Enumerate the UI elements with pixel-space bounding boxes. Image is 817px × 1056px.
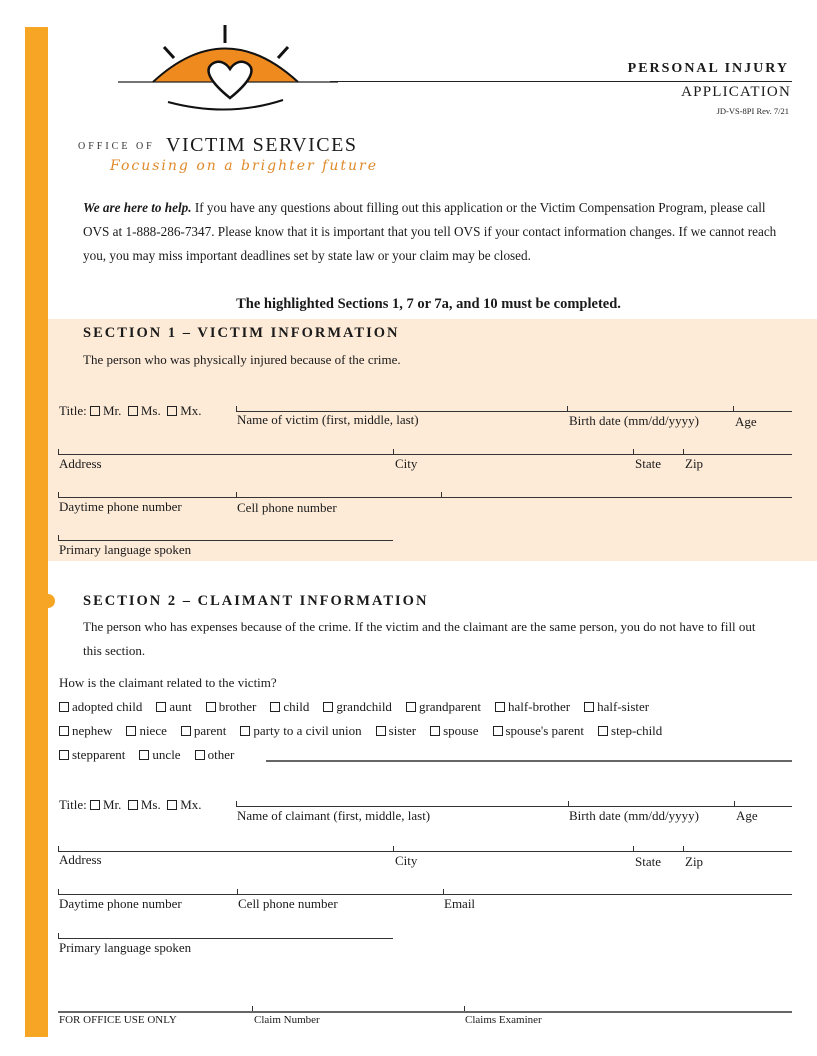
- claim-number-label: Claim Number: [254, 1014, 320, 1026]
- relation-label: child: [283, 699, 310, 714]
- s2-title-group: [59, 797, 202, 813]
- relation-option[interactable]: [195, 747, 235, 763]
- relation-option[interactable]: [430, 723, 478, 739]
- relation-checkbox[interactable]: [495, 702, 505, 712]
- field-tick: [443, 889, 444, 894]
- sunrise-heart-logo-icon: [118, 20, 338, 120]
- relation-checkbox[interactable]: [598, 726, 608, 736]
- relation-label: step-child: [611, 723, 663, 738]
- office-use-label: FOR OFFICE USE ONLY: [59, 1014, 177, 1026]
- section2-heading: SECTION 2 – CLAIMANT INFORMATION: [83, 593, 429, 609]
- s1-age-label: Age: [735, 414, 757, 429]
- s1-language-line[interactable]: [58, 540, 393, 541]
- relation-label: grandchild: [336, 699, 392, 714]
- org-name: VICTIM SERVICES: [166, 134, 358, 156]
- relation-label: half-brother: [508, 699, 571, 714]
- s2-birthdate-label: Birth date (mm/dd/yyyy): [569, 808, 699, 823]
- claims-examiner-label: Claims Examiner: [465, 1014, 542, 1026]
- relation-checkbox[interactable]: [376, 726, 386, 736]
- s1-title-mr-label: Mr.: [102, 403, 122, 418]
- s2-age-label: Age: [736, 808, 758, 823]
- relation-label: parent: [193, 723, 227, 738]
- section1-heading: SECTION 1 – VICTIM INFORMATION: [83, 325, 400, 341]
- section2-description: The person who has expenses because of the crime. If the victim and the claimant are the same person, you do not have to fill out this section.: [83, 619, 756, 658]
- field-tick: [633, 846, 634, 851]
- s1-name-label: Name of victim (first, middle, last): [237, 412, 419, 427]
- relation-label: half-sister: [597, 699, 650, 714]
- section1-description: The person who was physically injured because of the crime.: [83, 352, 401, 367]
- relation-label: party to a civil union: [253, 723, 362, 738]
- relation-checkbox[interactable]: [126, 726, 136, 736]
- s2-other-relation-input-line[interactable]: [266, 760, 792, 762]
- relation-checkbox[interactable]: [139, 750, 149, 760]
- field-tick: [464, 1006, 465, 1011]
- s2-relation-row-1: [59, 699, 663, 715]
- field-tick: [236, 406, 237, 411]
- s1-title-mr-checkbox[interactable]: [90, 406, 100, 416]
- relation-label: other: [207, 747, 235, 762]
- field-tick: [733, 406, 734, 411]
- relation-checkbox[interactable]: [493, 726, 503, 736]
- org-tagline: Focusing on a brighter future: [110, 158, 378, 174]
- s2-cell-phone-label: Cell phone number: [238, 896, 338, 911]
- intro-lead: We are here to help.: [83, 200, 192, 215]
- s2-name-row-line[interactable]: [236, 806, 792, 807]
- s1-language-label: Primary language spoken: [59, 542, 192, 557]
- relation-checkbox[interactable]: [156, 702, 166, 712]
- field-tick: [633, 449, 634, 454]
- s2-language-line[interactable]: [58, 938, 393, 939]
- office-use-line: [58, 1011, 792, 1013]
- s1-title-ms-label: Ms.: [140, 403, 161, 418]
- s1-title-label: Title:: [59, 403, 87, 418]
- intro-paragraph: [83, 196, 793, 268]
- s2-title-ms-checkbox[interactable]: [128, 800, 138, 810]
- relation-option[interactable]: [59, 699, 142, 715]
- relation-checkbox[interactable]: [59, 750, 69, 760]
- field-tick: [252, 1006, 253, 1011]
- relation-label: aunt: [169, 699, 192, 714]
- relation-checkbox[interactable]: [206, 702, 216, 712]
- relation-checkbox[interactable]: [59, 702, 69, 712]
- field-tick: [683, 846, 684, 851]
- relation-label: spouse's parent: [505, 723, 585, 738]
- s2-title-mr-label: Mr.: [102, 797, 122, 812]
- field-tick: [734, 801, 735, 806]
- relation-option[interactable]: [406, 699, 481, 715]
- s1-title-group: [59, 403, 202, 419]
- s2-name-label: Name of claimant (first, middle, last): [237, 808, 431, 823]
- field-tick: [683, 449, 684, 454]
- relation-option[interactable]: [270, 699, 309, 715]
- intro-body: If you have any questions about filling out this application or the Victim Compensation Program, please call OVS at 1-888-286-7347. Please know that it is important that you tell OVS if your contact information changes. If we cannot reach you, you may miss important deadlines set by state law or your claim may be closed.: [83, 200, 777, 263]
- s2-title-label: Title:: [59, 797, 87, 812]
- relation-option[interactable]: [323, 699, 392, 715]
- s1-state-label: State: [635, 456, 661, 471]
- relation-label: spouse: [443, 723, 479, 738]
- relation-option[interactable]: [126, 723, 166, 739]
- field-tick: [58, 889, 59, 894]
- relation-option[interactable]: [598, 723, 662, 739]
- relation-option[interactable]: [156, 699, 191, 715]
- required-sections-note: The highlighted Sections 1, 7 or 7a, and 10 must be completed.: [236, 296, 621, 312]
- s2-address-row-line[interactable]: [58, 851, 792, 852]
- field-tick: [237, 889, 238, 894]
- s1-phone-row-line[interactable]: [58, 497, 792, 498]
- relation-option[interactable]: [376, 723, 416, 739]
- field-tick: [58, 492, 59, 497]
- relation-label: adopted child: [72, 699, 143, 714]
- org-prefix: OFFICE OF: [78, 141, 155, 152]
- field-tick: [441, 492, 442, 497]
- s2-language-label: Primary language spoken: [59, 940, 192, 955]
- form-title: PERSONAL INJURY: [627, 61, 789, 76]
- relation-option[interactable]: [59, 723, 112, 739]
- s2-address-label: Address: [59, 852, 102, 867]
- s2-city-label: City: [395, 853, 418, 868]
- field-tick: [236, 801, 237, 806]
- relation-checkbox[interactable]: [584, 702, 594, 712]
- s2-state-label: State: [635, 854, 661, 869]
- relation-label: nephew: [72, 723, 113, 738]
- relation-option[interactable]: [493, 723, 585, 739]
- relation-checkbox[interactable]: [323, 702, 333, 712]
- relation-option[interactable]: [139, 747, 180, 763]
- s1-city-label: City: [395, 456, 418, 471]
- s2-relation-row-3: [59, 747, 236, 763]
- s1-address-row-line[interactable]: [58, 454, 792, 455]
- s1-title-mx-checkbox[interactable]: [167, 406, 177, 416]
- relation-label: uncle: [152, 747, 181, 762]
- relation-option[interactable]: [495, 699, 570, 715]
- field-tick: [393, 846, 394, 851]
- s2-phone-row-line[interactable]: [58, 894, 792, 895]
- relation-checkbox[interactable]: [195, 750, 205, 760]
- relation-option[interactable]: [584, 699, 649, 715]
- field-tick: [58, 535, 59, 540]
- relation-checkbox[interactable]: [430, 726, 440, 736]
- relation-option[interactable]: [240, 723, 361, 739]
- s2-relation-question: How is the claimant related to the victim?: [59, 675, 277, 690]
- s2-title-mr-checkbox[interactable]: [90, 800, 100, 810]
- relation-label: brother: [218, 699, 257, 714]
- relation-option[interactable]: [181, 723, 226, 739]
- relation-checkbox[interactable]: [406, 702, 416, 712]
- relation-checkbox[interactable]: [181, 726, 191, 736]
- s2-title-mx-checkbox[interactable]: [167, 800, 177, 810]
- s1-zip-label: Zip: [685, 456, 704, 471]
- s1-title-ms-checkbox[interactable]: [128, 406, 138, 416]
- relation-checkbox[interactable]: [270, 702, 280, 712]
- relation-label: niece: [139, 723, 167, 738]
- s2-email-label: Email: [444, 896, 476, 911]
- s1-cell-phone-label: Cell phone number: [237, 500, 337, 515]
- s2-zip-label: Zip: [685, 854, 704, 869]
- relation-option[interactable]: [59, 747, 125, 763]
- field-tick: [236, 492, 237, 497]
- field-tick: [58, 933, 59, 938]
- field-tick: [393, 449, 394, 454]
- s1-daytime-phone-label: Daytime phone number: [59, 499, 182, 514]
- relation-label: stepparent: [72, 747, 126, 762]
- field-tick: [58, 449, 59, 454]
- field-tick: [568, 801, 569, 806]
- s1-birthdate-label: Birth date (mm/dd/yyyy): [569, 413, 699, 428]
- form-subtitle: APPLICATION: [681, 84, 791, 100]
- relation-label: grandparent: [418, 699, 482, 714]
- relation-option[interactable]: [206, 699, 257, 715]
- s2-relation-row-2: [59, 723, 676, 739]
- header-rule: [330, 81, 792, 82]
- s2-title-mx-label: Mx.: [180, 797, 202, 812]
- field-tick: [58, 846, 59, 851]
- relation-checkbox[interactable]: [240, 726, 250, 736]
- s2-daytime-phone-label: Daytime phone number: [59, 896, 182, 911]
- relation-checkbox[interactable]: [59, 726, 69, 736]
- s1-title-mx-label: Mx.: [180, 403, 202, 418]
- field-tick: [567, 406, 568, 411]
- relation-label: sister: [388, 723, 417, 738]
- left-accent-bar: [25, 27, 48, 1037]
- s2-title-ms-label: Ms.: [140, 797, 161, 812]
- s1-address-label: Address: [59, 456, 102, 471]
- form-code: JD-VS-8PI Rev. 7/21: [716, 106, 789, 116]
- section2-marker-dot: [41, 594, 55, 608]
